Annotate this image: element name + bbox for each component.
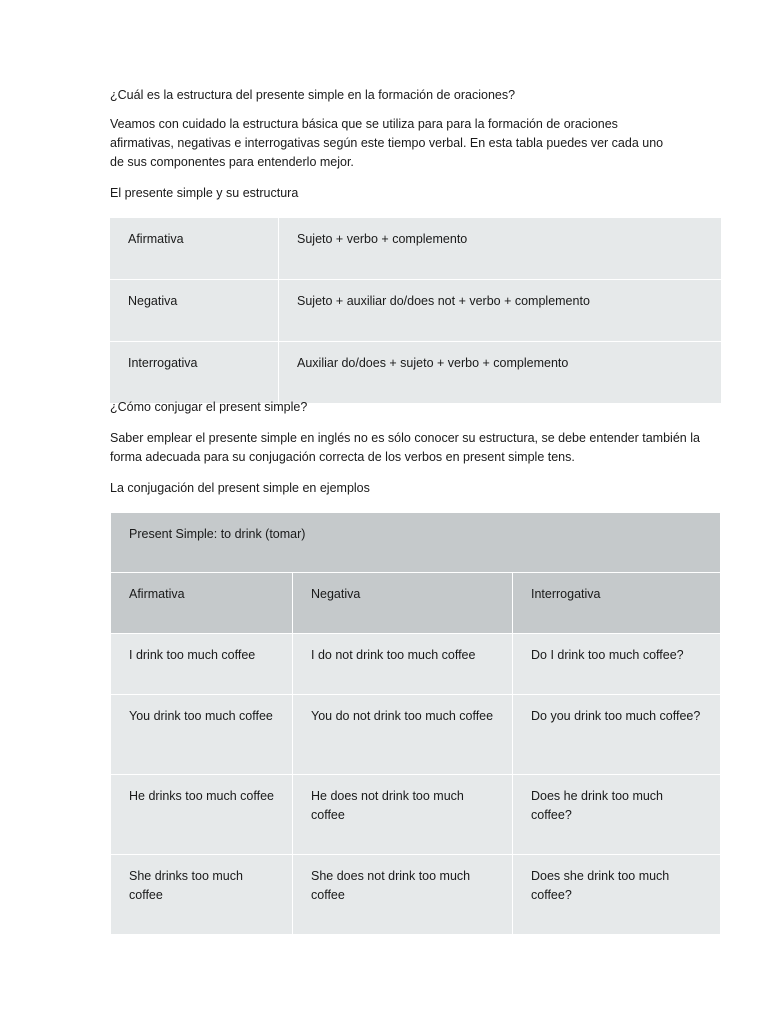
header-negativa: Negativa: [293, 573, 513, 634]
cell-afirmativa: You drink too much coffee: [111, 695, 293, 775]
structure-formula-cell: Sujeto + auxiliar do/does not + verbo + complemento: [279, 280, 722, 342]
cell-negativa: She does not drink too much coffee: [293, 855, 513, 935]
table-title-row: [111, 513, 721, 573]
table-row: [111, 775, 721, 855]
cell-negativa: I do not drink too much coffee: [293, 634, 513, 695]
question-conjugate: ¿Cómo conjugar el present simple?: [110, 400, 308, 414]
conjugation-table: [110, 512, 721, 935]
table-row: [110, 342, 721, 404]
cell-interrogativa: Do you drink too much coffee?: [513, 695, 721, 775]
table-row: [110, 280, 721, 342]
intro-paragraph: Veamos con cuidado la estructura básica que se utiliza para para la formación de oraciones afirmativas, negativas e interrogativas según este tiempo verbal. En esta tabla puedes ver cada uno de sus componentes para entenderlo mejor.: [110, 117, 664, 169]
heading-conjugation: La conjugación del present simple en ejemplos: [110, 481, 370, 495]
cell-negativa: You do not drink too much coffee: [293, 695, 513, 775]
header-interrogativa: Interrogativa: [513, 573, 721, 634]
cell-afirmativa: He drinks too much coffee: [111, 775, 293, 855]
table-row: [110, 218, 721, 280]
cell-interrogativa: Do I drink too much coffee?: [513, 634, 721, 695]
table-header-row: [111, 573, 721, 634]
structure-formula-cell: Sujeto + verbo + complemento: [279, 218, 722, 280]
structure-type-cell: Interrogativa: [110, 342, 279, 404]
cell-interrogativa: Does he drink too much coffee?: [513, 775, 721, 855]
table-row: [111, 855, 721, 935]
structure-formula-cell: Auxiliar do/does + sujeto + verbo + complemento: [279, 342, 722, 404]
question-structure: ¿Cuál es la estructura del presente simple en la formación de oraciones?: [110, 88, 516, 102]
cell-interrogativa: Does she drink too much coffee?: [513, 855, 721, 935]
cell-afirmativa: She drinks too much coffee: [111, 855, 293, 935]
structure-type-cell: Negativa: [110, 280, 279, 342]
heading-structure: El presente simple y su estructura: [110, 186, 299, 200]
structure-table: [110, 218, 721, 404]
table-row: [111, 634, 721, 695]
conjugation-paragraph: Saber emplear el presente simple en inglés no es sólo conocer su estructura, se debe entender también la forma adecuada para su conjugación correcta de los verbos en present simple tens.: [110, 431, 700, 464]
structure-type-cell: Afirmativa: [110, 218, 279, 280]
cell-afirmativa: I drink too much coffee: [111, 634, 293, 695]
table-title: Present Simple: to drink (tomar): [111, 513, 721, 573]
table-row: [111, 695, 721, 775]
header-afirmativa: Afirmativa: [111, 573, 293, 634]
cell-negativa: He does not drink too much coffee: [293, 775, 513, 855]
